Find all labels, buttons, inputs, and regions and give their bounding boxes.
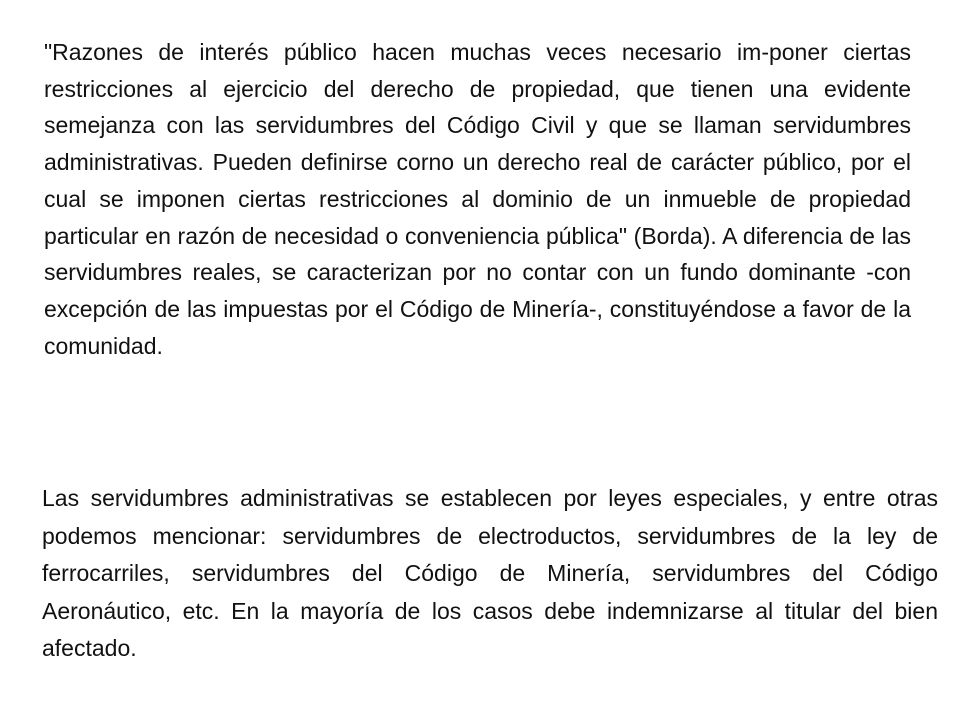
first-paragraph: "Razones de interés público hacen muchas veces necesario im-poner ciertas restricciones al ejercicio del derecho de propiedad, que tienen una evidente semejanza con las servidumbres del Código Civil y que se llaman servidumbres administrativas. Pueden definirse corno un derecho real de carácter público, por el cual se imponen ciertas restricciones al dominio de un inmueble de propiedad particular en razón de necesidad o conveniencia pública" (Borda). A diferencia de las servidumbres reales, se caracterizan por no contar con un fundo dominante -con excepción de las impuestas por el Código de Minería-, constituyéndose a favor de la comunidad. [44,39,911,359]
second-paragraph: Las servidumbres administrativas se establecen por leyes especiales, y entre otras podemos mencionar: servidumbres de electroductos, servidumbres de la ley de ferrocarriles, servidumbres del Código de Minería, servidumbres del Código Aeronáutico, etc. En la mayoría de los casos debe indemnizarse al titular del bien afectado. [42,485,938,661]
